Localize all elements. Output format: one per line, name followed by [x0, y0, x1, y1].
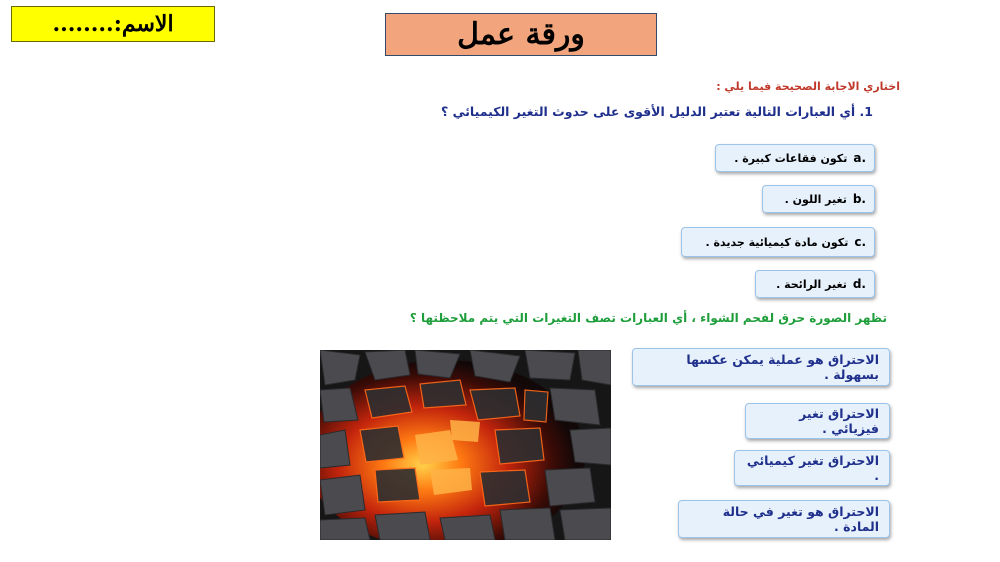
q2-option-2[interactable]: [745, 403, 890, 439]
question-2-text: تظهر الصورة حرق لفحم الشواء ، أي العبارات تصف التغيرات التي يتم ملاحظتها ؟: [409, 311, 887, 325]
q2-option-3[interactable]: [734, 450, 890, 486]
q1-option-c-letter: c.: [854, 235, 866, 249]
question-1-text: 1. أي العبارات التالية تعتبر الدليل الأقوى على حدوث التغير الكيميائي ؟: [440, 104, 873, 119]
q1-option-a[interactable]: [715, 144, 875, 172]
q2-option-1[interactable]: [632, 348, 890, 386]
q1-option-d-text: تغير الرائحة .: [776, 277, 847, 291]
instruction-text: اختاري الاجابة الصحيحة فيما يلي :: [716, 80, 900, 93]
worksheet-title: ورقة عمل: [385, 13, 657, 56]
q2-option-3-text: الاحتراق تغير كيميائي .: [746, 453, 879, 483]
q2-option-2-text: الاحتراق تغير فيزيائي .: [799, 406, 879, 436]
q1-option-b[interactable]: [762, 185, 875, 213]
q1-option-b-text: تغير اللون .: [784, 192, 847, 206]
q1-option-c-text: تكون مادة كيميائية جديدة .: [705, 235, 849, 249]
q1-option-c[interactable]: [681, 227, 875, 257]
q2-option-4-text: الاحتراق هو تغير في حالة المادة .: [722, 504, 879, 534]
q1-option-d-letter: d.: [852, 277, 866, 291]
q1-option-a-letter: a.: [853, 151, 866, 165]
name-label: الاسم:........: [11, 6, 215, 42]
q1-option-d[interactable]: [755, 270, 875, 298]
q1-option-a-text: تكون فقاعات كبيرة .: [734, 151, 848, 165]
burning-charcoal-photo: [320, 350, 611, 540]
q2-option-4[interactable]: [678, 500, 890, 538]
q2-option-1-text: الاحتراق هو عملية يمكن عكسها بسهولة .: [686, 352, 879, 382]
q1-option-b-letter: b.: [852, 192, 866, 206]
